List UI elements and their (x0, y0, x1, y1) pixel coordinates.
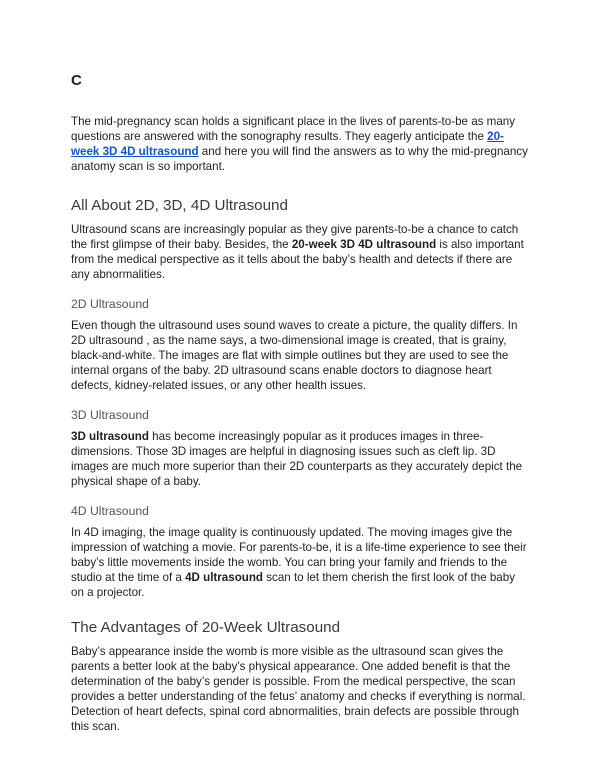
three-d-bold-text: 3D ultrasound (71, 430, 149, 443)
four-d-heading: 4D Ultrasound (71, 504, 149, 518)
about-heading: All About 2D, 3D, 4D Ultrasound (71, 197, 288, 214)
about-text-start: Ultrasound scans are increasingly popular as they give parents-to-be a chance to catch the first glimpse of their baby. Besides, the (71, 223, 519, 251)
two-d-paragraph: Even though the ultrasound uses sound waves to create a picture, the quality differs. In 2D ultrasound , as the name says, a two-dimensional image is created, that is grainy, black-and-white. The images are flat with simple outlines but they are used to see the internal organs of the baby. 2D ultrasound scans enable doctors to diagnose heart defects, kidney-related issues, or any other health issues. (71, 319, 518, 392)
four-d-text-end: scan to let them cherish the first look of the baby on a projector. (71, 571, 516, 599)
three-d-heading: 3D Ultrasound (71, 408, 149, 422)
intro-text-end: and here you will find the answers as to why the mid-pregnancy anatomy scan is so important. (71, 145, 528, 173)
intro-paragraph (71, 114, 531, 174)
intro-text-start: The mid-pregnancy scan holds a significant place in the lives of parents-to-be as many questions are answered with the sonography results. They eagerly anticipate the (71, 115, 516, 143)
about-bold-text: 20-week 3D 4D ultrasound (291, 238, 437, 251)
document-letter: C (71, 72, 82, 89)
advantages-heading: The Advantages of 20-Week Ultrasound (71, 619, 341, 636)
advantages-paragraph: Baby’s appearance inside the womb is more visible as the ultrasound scan gives the parents a better look at the baby’s physical appearance. One added benefit is that the determination of the baby’s gender is possible. From the medical perspective, the scan provides a better understanding of the fetus’ anatomy and checks if everything is normal. Detection of heart defects, spinal cord abnormalities, brain defects are possible through this scan. (71, 645, 526, 733)
four-d-text-start: In 4D imaging, the image quality is continuously updated. The moving images give the impression of watching a movie. For parents-to-be, it is a life-time experience to see their baby’s little movements inside the womb. You can bring your family and friends to the studio at the time of a (71, 526, 527, 584)
two-d-heading: 2D Ultrasound (71, 297, 149, 311)
four-d-paragraph (71, 525, 531, 600)
four-d-bold-text: 4D ultrasound (185, 571, 264, 584)
about-text-end: is also important from the medical perspective as it tells about the baby’s health and detects if there are any abnormalities. (71, 238, 524, 281)
three-d-paragraph (71, 429, 531, 489)
three-d-text: has become increasingly popular as it produces images in three-dimensions. Those 3D images are helpful in diagnosing issues such as cleft lip. 3D images are much more superior than their 2D counterparts as they accurately depict the physical shape of a baby. (71, 430, 523, 488)
document-page (71, 70, 531, 734)
about-paragraph (71, 222, 531, 282)
ultrasound-link[interactable]: 20-week 3D 4D ultrasound (71, 130, 504, 158)
